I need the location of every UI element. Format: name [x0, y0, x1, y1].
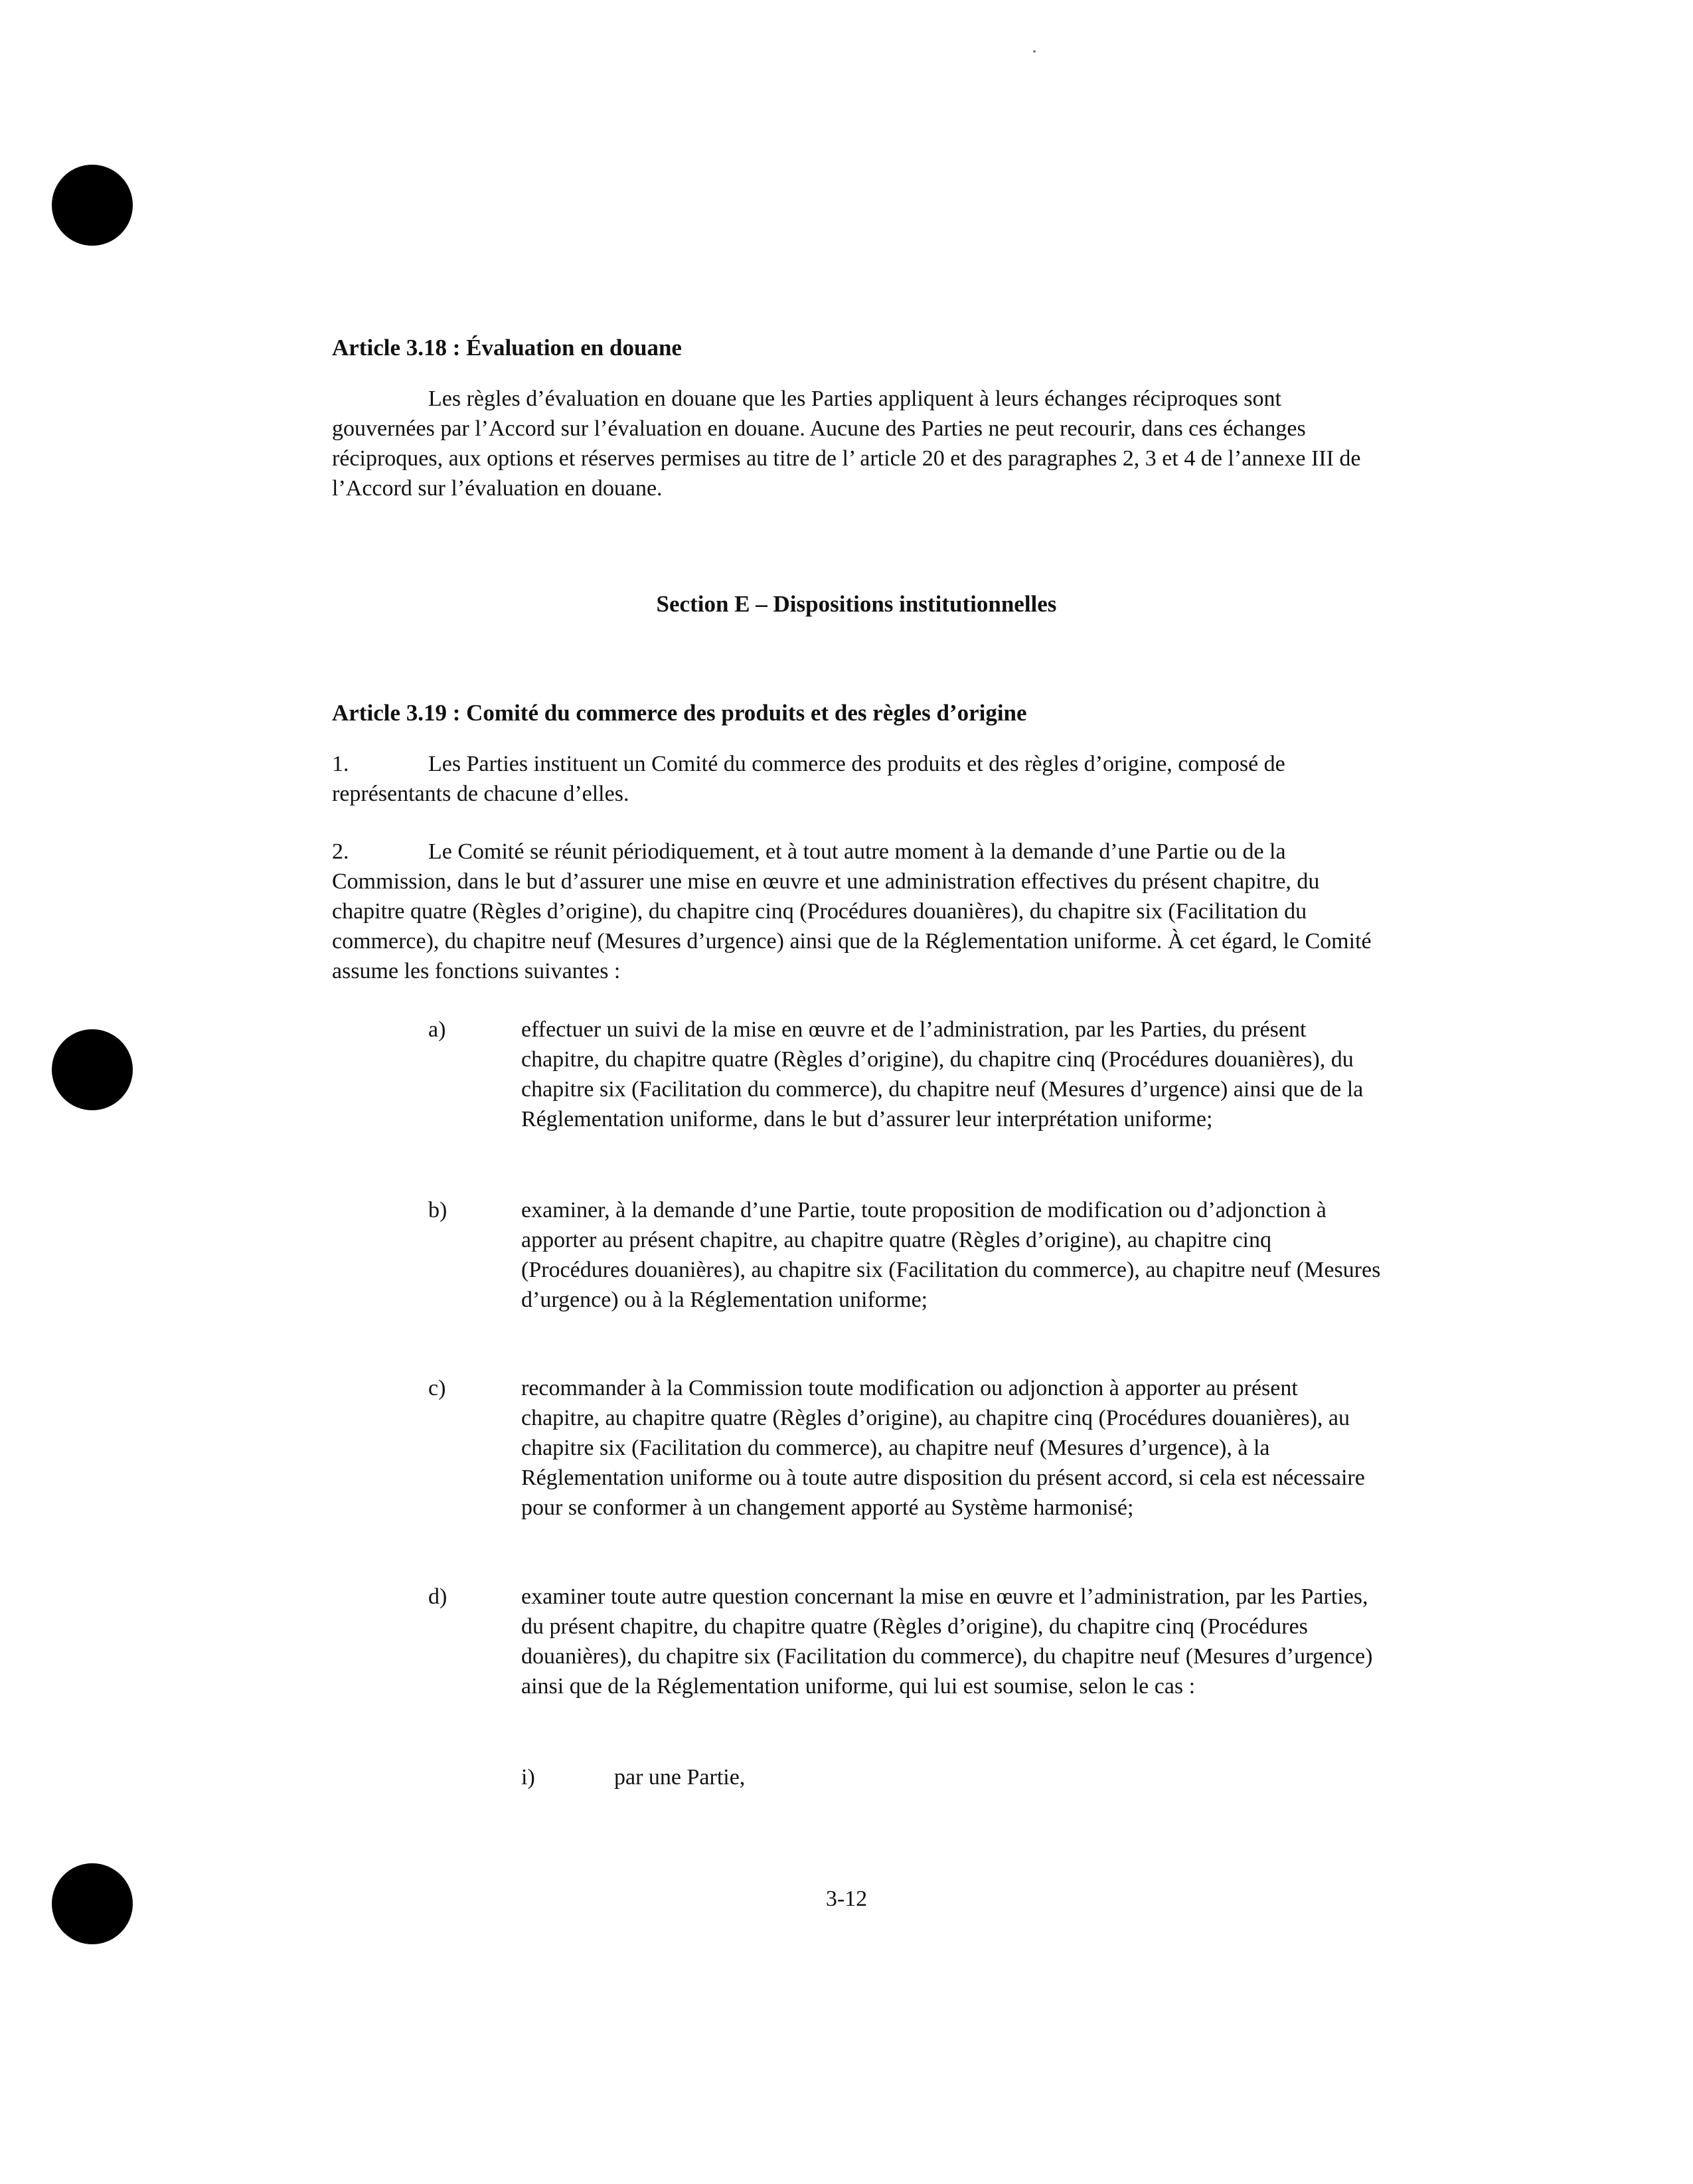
paragraph-number: 1. [332, 752, 349, 776]
paragraph-number: 2. [332, 839, 349, 864]
list-item-text: examiner toute autre question concernant la mise en œuvre et l’administration, par les Parties, du présent chapitre, du chapitre quatre (Règles d’origine), du chapitre cinq (Procédures douanières), du chapitre six (Facilitation du commerce), du chapitre neuf (Mesures d’urgence) ainsi que de la Réglementation uniforme, qui lui est soumise, selon le cas : [521, 1584, 1373, 1699]
punch-hole-top [52, 165, 133, 246]
list-item-label: b) [428, 1198, 447, 1222]
article-3-18-heading: Article 3.18 : Évaluation en douane [332, 335, 682, 361]
article-3-18-body [332, 384, 1381, 503]
scan-speck [1033, 50, 1036, 52]
sub-item-text: par une Partie, [614, 1765, 746, 1790]
article-3-18-text: Les règles d’évaluation en douane que les Parties appliquent à leurs échanges réciproques sont gouvernées par l’Accord sur l’évaluation en douane. Aucune des Parties ne peut recourir, dans ces échanges réciproques, aux options et réserves permises au titre de l’ article 20 et des paragraphes 2, 3 et 4 de l’annexe III de l’Accord sur l’évaluation en douane. [332, 386, 1361, 501]
list-item-label: c) [428, 1376, 446, 1400]
list-item-text: examiner, à la demande d’une Partie, toute proposition de modification ou d’adjonction à apporter au présent chapitre, au chapitre quatre (Règles d’origine), au chapitre cinq (Procédures douanières), au chapitre six (Facilitation du commerce), au chapitre neuf (Mesures d’urgence) ou à la Réglementation uniforme; [521, 1198, 1381, 1312]
list-item-text: recommander à la Commission toute modification ou adjonction à apporter au présent chapitre, au chapitre quatre (Règles d’origine), au chapitre cinq (Procédures douanières), au chapitre six (Facilitation du commerce), au chapitre neuf (Mesures d’urgence), à la Réglementation uniforme ou à toute autre disposition du présent accord, si cela est nécessaire pour se conformer à un changement apporté au Système harmonisé; [521, 1376, 1365, 1520]
section-e-title: Section E – Dispositions institutionnelles [656, 591, 1057, 617]
list-item-text: effectuer un suivi de la mise en œuvre et de l’administration, par les Parties, du présent chapitre, du chapitre quatre (Règles d’origine), du chapitre cinq (Procédures douanières), du chapitre six (Facilitation du commerce), du chapitre neuf (Mesures d’urgence) ainsi que de la Réglementation uniforme, dans le but d’assurer leur interprétation uniforme; [521, 1017, 1364, 1132]
list-item-label: d) [428, 1584, 447, 1609]
page-number: 3-12 [825, 1887, 868, 1911]
article-3-19-heading: Article 3.19 : Comité du commerce des produits et des règles d’origine [332, 700, 1027, 726]
article-3-19-paragraph-2 [332, 837, 1381, 986]
article-3-19-paragraph-1 [332, 749, 1381, 809]
list-item-label: a) [428, 1017, 446, 1042]
punch-hole-middle [52, 1029, 133, 1110]
sub-item-label: i) [521, 1765, 535, 1790]
sub-item-i [521, 1762, 745, 1792]
paragraph-text: Les Parties instituent un Comité du commerce des produits et des règles d’origine, composé de représentants de chacune d’elles. [332, 752, 1285, 806]
paragraph-text: Le Comité se réunit périodiquement, et à tout autre moment à la demande d’une Partie ou de la Commission, dans le but d’assurer une mise en œuvre et une administration effectives du présent chapitre, du chapitre quatre (Règles d’origine), du chapitre cinq (Procédures douanières), du chapitre six (Facilitation du commerce), du chapitre neuf (Mesures d’urgence) ainsi que de la Réglementation uniforme. À cet égard, le Comité assume les fonctions suivantes : [332, 839, 1372, 983]
